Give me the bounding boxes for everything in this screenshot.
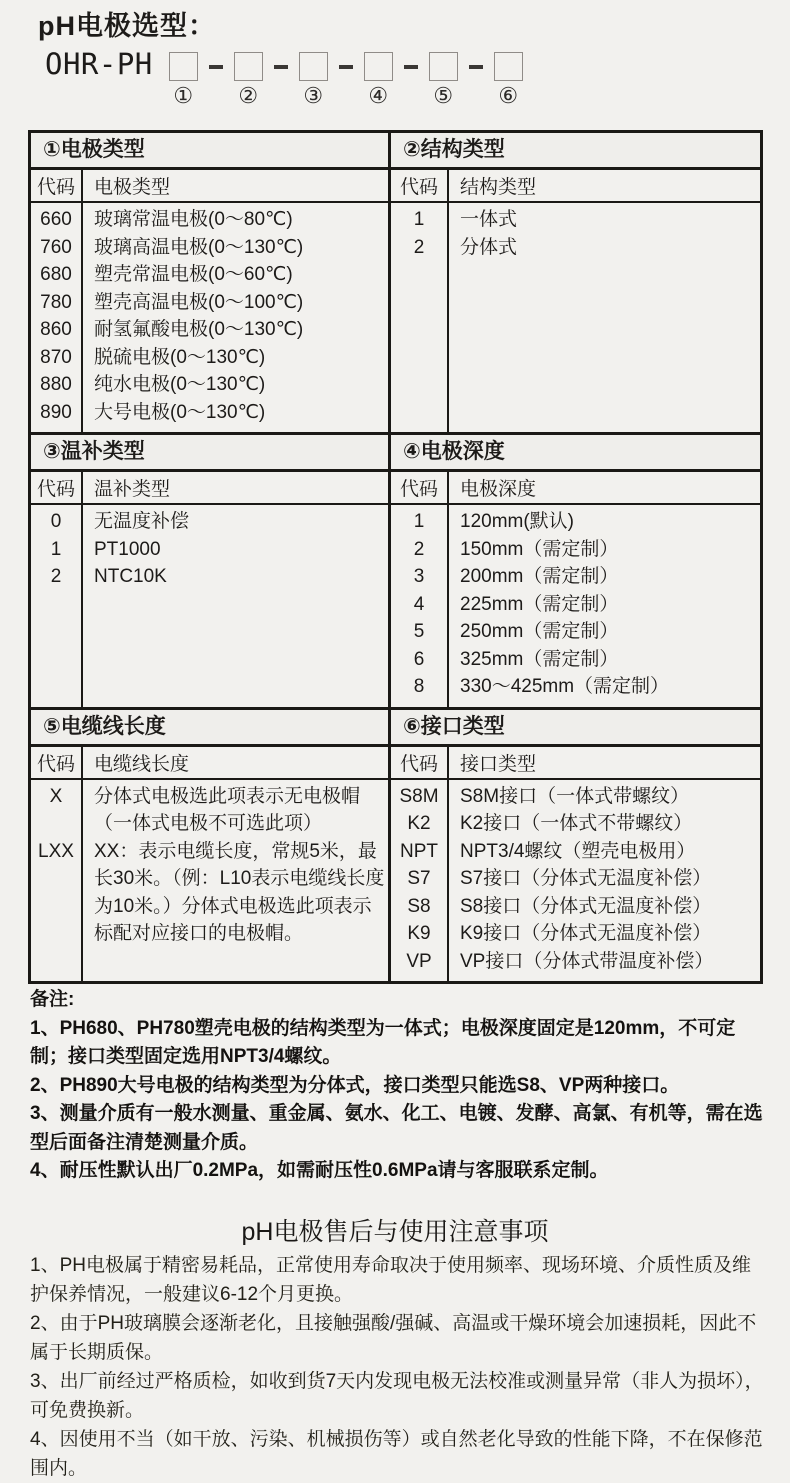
code-cell: NPT [400,840,438,862]
section-rows [31,780,388,982]
section-structure-type [391,133,760,432]
section-rows [31,203,388,432]
model-prefix: OHR-PH [45,47,153,81]
column-headers [391,472,760,505]
code-cell: 6 [413,648,425,670]
after-sale-item: 2、由于PH玻璃膜会逐渐老化，且接触强酸/强碱、高温或干燥环境会加速损耗，因此不属于长期质保。 [30,1313,757,1363]
section-title: ⑥接口类型 [391,710,760,747]
code-column-header: 代码 [36,177,75,198]
table-row [391,865,760,893]
section-rows [391,203,760,432]
position-label-4: ④ [368,84,389,109]
section-title: ⑤电缆线长度 [31,710,388,747]
desc-cell: 分体式 [460,236,518,258]
desc-cell: 一体式 [460,209,518,230]
column-headers [391,170,760,203]
dash-separator [209,65,223,69]
table-row [31,316,388,344]
section-temp-comp-type [31,435,391,707]
position-label-6: ⑥ [498,84,519,109]
desc-cell: 150mm（需定制） [460,538,619,560]
position-label-1: ① [173,84,194,109]
desc-cell: 200mm（需定制） [460,566,619,587]
section-rows [31,505,388,707]
code-cell: 780 [40,291,72,313]
table-pair-row [31,133,760,432]
model-code-unit-2 [234,44,263,110]
table-row [31,371,388,399]
table-row [391,536,760,564]
table-row [31,234,388,262]
section-electrode-type [31,133,391,432]
code-cell: 2 [413,538,425,560]
code-cell: LXX [38,840,74,862]
note-item: 4、耐压性默认出厂0.2MPa，如需耐压性0.6MPa请与客服联系定制。 [30,1160,609,1181]
desc-cell: 325mm（需定制） [460,648,619,670]
desc-cell: 玻璃高温电极(0～130℃) [94,236,304,258]
desc-cell: VP接口（分体式带温度补偿） [460,950,714,972]
desc-cell: 250mm（需定制） [460,621,619,642]
position-label-2: ② [238,84,259,109]
model-code-unit-3 [299,44,328,110]
desc-cell: 塑壳常温电极(0～60℃) [94,264,293,285]
column-headers [31,747,388,780]
table-row [391,646,760,674]
model-code-box-3 [299,52,328,81]
section-grid [391,472,760,707]
table-row [391,838,760,866]
after-sale-item: 3、出厂前经过严格质检，如收到货7天内发现电极无法校准或测量异常（非人为损坏），可免费换新。 [30,1371,764,1421]
table-row [391,673,760,701]
column-headers [31,170,388,203]
table-row [391,810,760,838]
model-code-box-6 [494,52,523,81]
dash-separator [274,65,288,69]
model-selection-table [28,130,763,984]
table-row [31,838,388,948]
desc-cell: 大号电极(0～130℃) [94,401,266,423]
table-row [31,344,388,372]
desc-cell: 纯水电极(0～130℃) [94,374,266,395]
type-column-header: 电极深度 [460,479,537,500]
model-code-unit-6 [494,44,523,110]
note-item: 3、测量介质有一般水测量、重金属、氨水、化工、电镀、发酵、高氯、有机等，需在选型后面备注清楚测量介质。 [30,1103,763,1153]
table-row [31,563,388,591]
code-cell: S8 [407,895,431,917]
table-pair-row [31,707,760,982]
desc-cell: XX：表示电缆长度，常规5米，最长30米。（例：L10表示电缆线长度为10米。）分体式电极选此项表示标配对应接口的电极帽。 [94,840,385,944]
section-interface-type [391,710,760,982]
desc-cell: S8M接口（一体式带螺纹） [460,785,690,807]
desc-cell: 脱硫电极(0～130℃) [94,346,266,368]
table-row [391,563,760,591]
table-row [31,206,388,234]
code-cell: 880 [40,374,72,395]
model-code-box-1 [169,52,198,81]
table-row [391,893,760,921]
table-row [31,536,388,564]
section-title: ④电极深度 [391,435,760,472]
table-row [31,261,388,289]
type-column-header: 电极类型 [94,177,171,198]
section-cable-length [31,710,391,982]
position-label-3: ③ [303,84,324,109]
after-sale-item: 4、因使用不当（如干放、污染、机械损伤等）或自然老化导致的性能下降，不在保修范围内。 [30,1429,763,1479]
desc-cell: 330～425mm（需定制） [460,676,670,697]
code-cell: 8 [413,676,425,697]
desc-cell: 耐氢氟酸电极(0～130℃) [94,319,304,340]
table-row [391,508,760,536]
code-cell: 860 [40,319,72,340]
code-cell: 5 [413,621,425,642]
after-sale-title: pH电极售后与使用注意事项 [241,1218,549,1246]
desc-cell: 225mm（需定制） [460,593,619,615]
desc-cell: 玻璃常温电极(0～80℃) [94,209,293,230]
code-cell: 2 [50,566,62,587]
code-cell: S7 [407,868,431,889]
code-cell: X [49,785,63,807]
code-cell: 4 [413,593,425,615]
type-column-header: 接口类型 [460,753,537,775]
section-grid [391,747,760,982]
code-cell: 1 [413,209,425,230]
section-electrode-depth [391,435,760,707]
desc-cell: K2接口（一体式不带螺纹） [460,813,693,834]
table-row [391,618,760,646]
after-sale-items [30,1251,765,1483]
section-title: ②结构类型 [391,133,760,170]
section-title: ③温补类型 [31,435,388,472]
code-column-header: 代码 [36,479,75,500]
desc-cell: 分体式电极选此项表示无电极帽（一体式电极不可选此项） [94,785,361,834]
notes-block [30,986,763,1186]
dash-separator [339,65,353,69]
code-cell: 660 [40,209,72,230]
section-grid [31,170,388,432]
code-cell: 1 [413,511,425,532]
section-grid [31,472,388,707]
section-rows [391,505,760,707]
desc-cell: 塑壳高温电极(0～100℃) [94,291,304,313]
table-row [391,783,760,811]
position-label-5: ⑤ [433,84,454,109]
code-column-header: 代码 [399,479,438,500]
model-code-box-2 [234,52,263,81]
code-cell: S8M [399,785,439,807]
table-row [31,289,388,317]
section-grid [31,747,388,982]
model-code-box-4 [364,52,393,81]
desc-cell: S7接口（分体式无温度补偿） [460,868,712,889]
table-row [391,234,760,262]
section-title: ①电极类型 [31,133,388,170]
code-cell: 2 [413,236,425,258]
model-code-box-5 [429,52,458,81]
desc-cell: S8接口（分体式无温度补偿） [460,895,712,917]
desc-cell: 无温度补偿 [94,511,190,532]
code-cell: 870 [40,346,72,368]
code-cell: 890 [40,401,72,423]
table-row [31,508,388,536]
code-cell: 760 [40,236,72,258]
after-sale-item: 1、PH电极属于精密易耗品，正常使用寿命取决于使用频率、现场环境、介质性质及维护保养情况，一般建议6-12个月更换。 [30,1255,751,1305]
dash-separator [404,65,418,69]
table-pair-row [31,432,760,707]
model-code-unit-4 [364,44,393,110]
desc-cell: K9接口（分体式无温度补偿） [460,923,712,944]
code-cell: VP [406,950,432,972]
desc-cell: NPT3/4螺纹（塑壳电极用） [460,840,696,862]
type-column-header: 温补类型 [94,479,171,500]
desc-cell: NTC10K [94,566,167,587]
note-item: 1、PH680、PH780塑壳电极的结构类型为一体式；电极深度固定是120mm，不可定制；接口类型固定选用NPT3/4螺纹。 [30,1017,736,1067]
table-row [31,399,388,427]
model-code-builder [45,44,523,110]
code-cell: 1 [50,538,62,560]
table-row [391,948,760,976]
table-row [391,206,760,234]
page-title: pH电极选型： [38,11,216,41]
code-cell: K2 [407,813,431,834]
desc-cell: PT1000 [94,538,161,560]
column-headers [31,472,388,505]
table-row [391,920,760,948]
desc-cell: 120mm(默认) [460,511,575,532]
column-headers [391,747,760,780]
notes-label: 备注: [30,989,75,1010]
table-row [31,783,388,838]
section-rows [391,780,760,982]
model-code-unit-1 [169,44,198,110]
code-column-header: 代码 [399,177,438,198]
code-cell: K9 [407,923,431,944]
code-cell: 0 [50,511,62,532]
code-column-header: 代码 [36,753,75,775]
note-item: 2、PH890大号电极的结构类型为分体式，接口类型只能选S8、VP两种接口。 [30,1074,680,1096]
code-column-header: 代码 [399,753,438,775]
code-cell: 3 [413,566,425,587]
code-cell: 680 [40,264,72,285]
dash-separator [469,65,483,69]
section-grid [391,170,760,432]
type-column-header: 电缆线长度 [94,753,190,775]
type-column-header: 结构类型 [460,177,537,198]
model-code-unit-5 [429,44,458,110]
table-row [391,591,760,619]
